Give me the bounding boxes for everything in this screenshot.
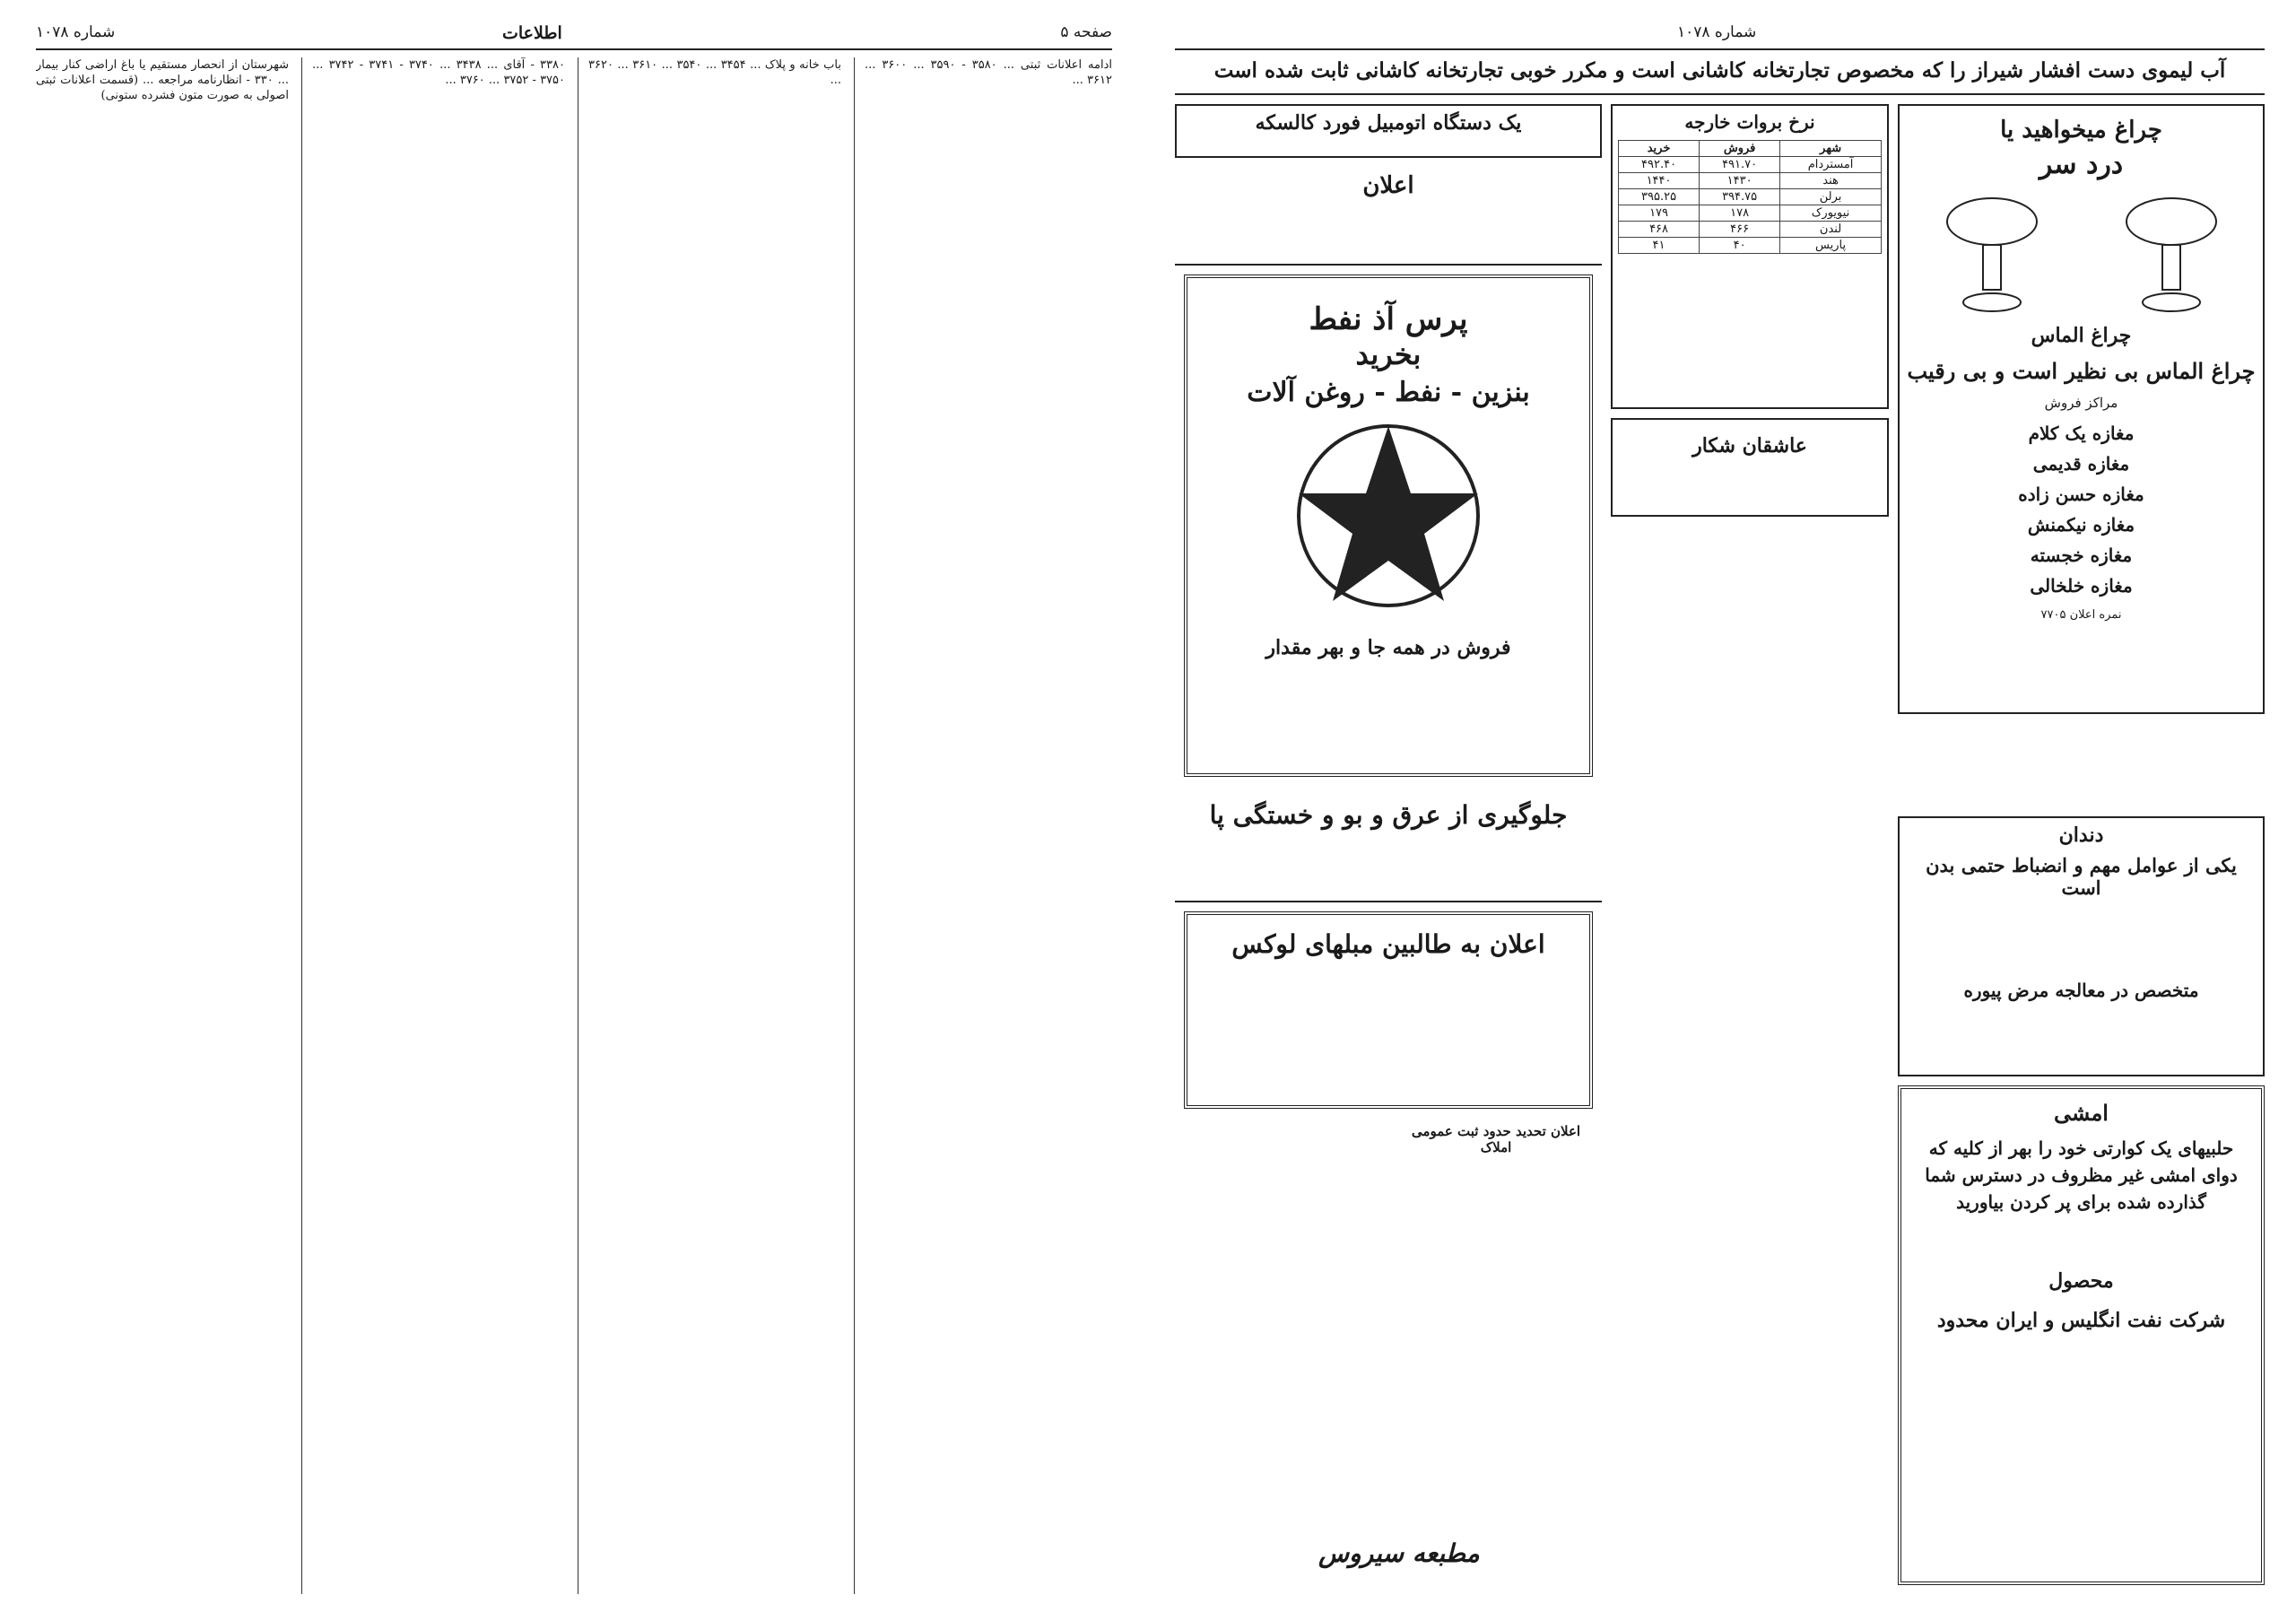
- exchange-header-sell: فروش: [1700, 141, 1780, 157]
- store-4: مغازه نیکمنش: [2027, 514, 2135, 536]
- car-ad: [1175, 104, 1602, 158]
- oil-footer: فروش در همه جا و بهر مقدار: [1265, 636, 1511, 659]
- sweat-ad: [1175, 786, 1602, 902]
- lamp-ad: [1898, 104, 2265, 714]
- left-column-3: باب خانه و پلاک ... ۳۴۵۴ ... ۳۵۴۰ ... ۳۶۱۰ ... ۳۶۲۰ ...: [588, 58, 841, 87]
- car-title: یک دستگاه اتومبیل فورد کالسکه: [1255, 111, 1522, 135]
- right-issue-label: شماره ۱۰۷۸: [1677, 23, 1757, 41]
- dental-title: دندان: [2058, 823, 2104, 847]
- table-row: نیویورک ۱۷۸ ۱۷۹: [1619, 205, 1882, 222]
- table-row: هند ۱۴۳۰ ۱۴۴۰: [1619, 173, 1882, 189]
- furniture-ad: [1184, 911, 1593, 1109]
- store-6: مغازه خلخالی: [2030, 575, 2133, 597]
- exchange-header-buy: خرید: [1619, 141, 1700, 157]
- oil-line2: بنزین - نفط - روغن آلات: [1247, 377, 1530, 408]
- store-2: مغازه قدیمی: [2032, 453, 2130, 475]
- lamp-headline: چراغ الماس بی نظیر است و بی رقیب: [1907, 358, 2256, 384]
- left-page: [36, 18, 1112, 1594]
- table-row: پاریس ۴۰ ۴۱: [1619, 238, 1882, 254]
- star-logo-icon: [1290, 417, 1487, 614]
- dental-sub: متخصص در معالجه مرض پیوره: [1963, 980, 2199, 1001]
- left-column-1: شهرستان از انحصار مستقیم یا باغ اراضی کنار بیمار ... ۳۳۰ - انظارنامه مراجعه ... (قسمت اعلانات ثبتی اصولی به صورت متون فشرده ستونی): [36, 58, 289, 102]
- lamp-ad-title: چراغ میخواهید یا: [2000, 117, 2162, 144]
- furniture-title: اعلان به طالبین مبلهای لوکس: [1231, 929, 1545, 959]
- store-3: مغازه حسن زاده: [2018, 484, 2144, 505]
- notice: [1175, 167, 1602, 266]
- table-row: آمستردام ۴۹۱.۷۰ ۴۹۲.۴۰: [1619, 157, 1882, 173]
- exchange-table: [1618, 140, 1882, 254]
- amshi-product: محصول: [2048, 1269, 2114, 1293]
- sweat-title: جلوگیری از عرق و بو و خستگی پا: [1209, 800, 1568, 830]
- store-1: مغازه یک کلام: [2028, 423, 2135, 444]
- left-page-number: صفحه ۵: [1060, 23, 1112, 41]
- amshi-body: حلبیهای یک کوارتی خود را بهر از کلیه که دوای امشی غیر مظروف در دسترس شما گذارده شده برای پر کردن بیاورید: [1925, 1137, 2238, 1213]
- oil-line1: بخرید: [1355, 337, 1422, 371]
- lamp-name: چراغ الماس: [2031, 324, 2132, 347]
- lamp-illustration: [1911, 186, 2252, 320]
- exchange-rates: [1611, 104, 1889, 409]
- hunting-title: عاشقان شکار: [1692, 434, 1807, 457]
- right-page: [1175, 18, 2265, 1594]
- oil-ad: [1184, 274, 1593, 777]
- left-issue-label: شماره ۱۰۷۸: [36, 23, 116, 41]
- amshi-company: شرکت نفت انگلیس و ایران محدود: [1936, 1309, 2226, 1332]
- dental-headline: یکی از عوامل مهم و انضباط حتمی بدن است: [1926, 854, 2237, 899]
- left-folio: [36, 18, 1112, 50]
- bottom-notice-title: اعلان تحدید حدود ثبت عمومی املاک: [1411, 1123, 1581, 1155]
- left-columns: [36, 57, 1112, 1594]
- exchange-header-city: شهر: [1780, 141, 1882, 157]
- exchange-title: نرخ بروات خارجه: [1684, 111, 1815, 133]
- bottom-notice: [1390, 1118, 1602, 1172]
- lamp-ad-subtitle: درد سر: [2039, 149, 2124, 180]
- hunting-ad: [1611, 418, 1889, 517]
- oil-title: پرس آذ نفط: [1309, 301, 1468, 337]
- left-paper-name: اطلاعات: [502, 23, 562, 43]
- right-folio: [1175, 18, 2265, 50]
- amshi-title: امشی: [2054, 1100, 2109, 1126]
- left-column-2: ۳۳۸۰ - آقای ... ۳۴۳۸ ... ۳۷۴۰ - ۳۷۴۱ - ۳۷۴۲ ... ۳۷۵۰ - ۳۷۵۲ ... ۳۷۶۰ ...: [312, 58, 565, 87]
- amshi-ad: [1898, 1085, 2265, 1585]
- table-row: برلن ۳۹۴.۷۵ ۳۹۵.۲۵: [1619, 189, 1882, 205]
- store-5: مغازه خجسته: [2030, 545, 2133, 566]
- dental-ad: [1898, 816, 2265, 1076]
- stores-title: مراکز فروش: [2044, 395, 2118, 411]
- notice-title: اعلان: [1362, 172, 1414, 199]
- top-banner-ad: آب لیموی دست افشار شیراز را که مخصوص تجارتخانه کاشانی است و مکرر خوبی تجارتخانه کاشانی ثابت شده است: [1175, 48, 2265, 95]
- signature-mark: مطبعه سیروس: [1318, 1538, 1480, 1568]
- lamp-ad-number: نمره اعلان ۷۷۰۵: [2040, 608, 2122, 622]
- left-column-4: ادامه اعلانات ثبتی ... ۳۵۸۰ - ۳۵۹۰ ... ۳۶۰۰ ... ۳۶۱۲ ...: [865, 58, 1112, 87]
- table-row: لندن ۴۶۶ ۴۶۸: [1619, 222, 1882, 238]
